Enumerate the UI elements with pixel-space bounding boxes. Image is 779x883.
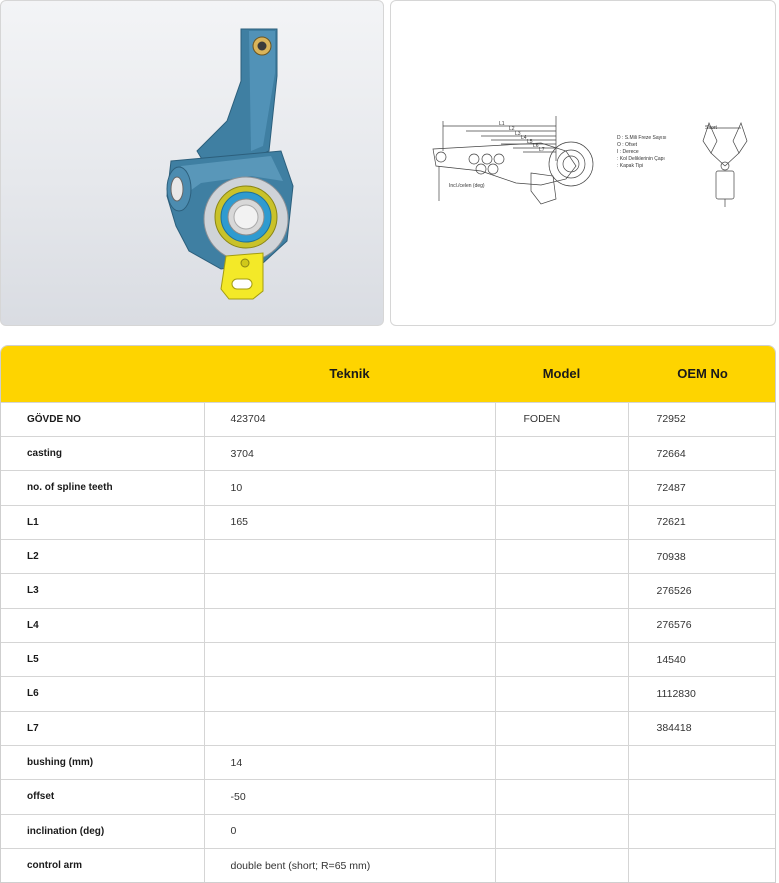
model-cell	[495, 471, 628, 505]
model-cell	[495, 848, 628, 882]
teknik-cell: double bent (short; R=65 mm)	[204, 848, 495, 882]
model-cell	[495, 642, 628, 676]
oem-cell: 276526	[628, 574, 776, 608]
oem-cell: 14540	[628, 642, 776, 676]
oem-cell	[628, 745, 776, 779]
table-row	[1, 402, 776, 436]
row-label: control arm	[1, 848, 204, 882]
legend-line-2: O : Ofset	[617, 142, 638, 148]
model-cell	[495, 436, 628, 470]
row-label: GÖVDE NO	[1, 402, 204, 436]
oem-cell: 1112830	[628, 677, 776, 711]
oem-cell: 276576	[628, 608, 776, 642]
row-label: offset	[1, 780, 204, 814]
row-label: L5	[1, 642, 204, 676]
oem-cell	[628, 780, 776, 814]
teknik-cell	[204, 608, 495, 642]
slack-adjuster-illustration	[1, 1, 384, 326]
model-cell	[495, 539, 628, 573]
angle-label: Incl./celen (deg)	[449, 183, 485, 189]
table-row	[1, 608, 776, 642]
oem-cell: 72621	[628, 505, 776, 539]
legend-line-5: : Kapak Tipi	[617, 163, 644, 169]
table-row	[1, 814, 776, 848]
legend-line-3: I : Derece	[617, 149, 639, 155]
header-model: Model	[542, 366, 581, 382]
teknik-cell	[204, 539, 495, 573]
model-cell	[495, 780, 628, 814]
table-row	[1, 505, 776, 539]
table-row	[1, 780, 776, 814]
oem-cell: 70938	[628, 539, 776, 573]
model-cell	[495, 711, 628, 745]
model-cell	[495, 677, 628, 711]
dim-l5: L5	[527, 139, 533, 145]
dim-l3: L3	[515, 131, 521, 137]
dim-l4: L4	[521, 135, 527, 141]
dim-l2: L2	[509, 126, 515, 132]
model-cell	[495, 814, 628, 848]
product-photo	[0, 0, 384, 326]
teknik-cell	[204, 642, 495, 676]
table-row	[1, 745, 776, 779]
row-label: L6	[1, 677, 204, 711]
oem-cell: 384418	[628, 711, 776, 745]
teknik-cell	[204, 711, 495, 745]
oem-cell: 72664	[628, 436, 776, 470]
legend-line-1: D : S.Mili Freze Sayısı	[617, 135, 667, 141]
dimension-drawing	[391, 1, 776, 326]
header-label	[1, 346, 204, 402]
row-label: L2	[1, 539, 204, 573]
row-label: no. of spline teeth	[1, 471, 204, 505]
teknik-cell: 14	[204, 745, 495, 779]
teknik-cell: 3704	[204, 436, 495, 470]
technical-drawing	[390, 0, 776, 326]
oem-cell: 72952	[628, 402, 776, 436]
model-cell	[495, 505, 628, 539]
model-cell: FODEN	[495, 402, 628, 436]
oem-cell	[628, 848, 776, 882]
table-row	[1, 574, 776, 608]
model-cell	[495, 574, 628, 608]
legend-line-4: : Kol Deliklerinin Çapı	[617, 156, 665, 162]
row-label: L1	[1, 505, 204, 539]
header-oem: OEM No	[677, 366, 728, 382]
dim-l1: L1	[499, 121, 505, 127]
oem-cell	[628, 814, 776, 848]
spec-table-container	[0, 345, 776, 883]
spec-table	[1, 346, 776, 883]
teknik-cell	[204, 574, 495, 608]
teknik-cell: 10	[204, 471, 495, 505]
oem-cell: 72487	[628, 471, 776, 505]
row-label: L3	[1, 574, 204, 608]
dim-l6: L6	[533, 143, 539, 149]
table-row	[1, 711, 776, 745]
teknik-cell: -50	[204, 780, 495, 814]
header-teknik: Teknik	[329, 366, 370, 382]
teknik-cell: 423704	[204, 402, 495, 436]
table-row	[1, 471, 776, 505]
teknik-cell: 0	[204, 814, 495, 848]
row-label: inclination (deg)	[1, 814, 204, 848]
dim-l7: L7	[539, 147, 545, 153]
table-row	[1, 848, 776, 882]
model-cell	[495, 608, 628, 642]
row-label: casting	[1, 436, 204, 470]
teknik-cell	[204, 677, 495, 711]
row-label: L7	[1, 711, 204, 745]
table-row	[1, 436, 776, 470]
table-header-row	[1, 346, 776, 402]
short-label: Short	[705, 125, 717, 131]
table-row	[1, 539, 776, 573]
table-row	[1, 677, 776, 711]
teknik-cell: 165	[204, 505, 495, 539]
model-cell	[495, 745, 628, 779]
table-row	[1, 642, 776, 676]
row-label: L4	[1, 608, 204, 642]
row-label: bushing (mm)	[1, 745, 204, 779]
